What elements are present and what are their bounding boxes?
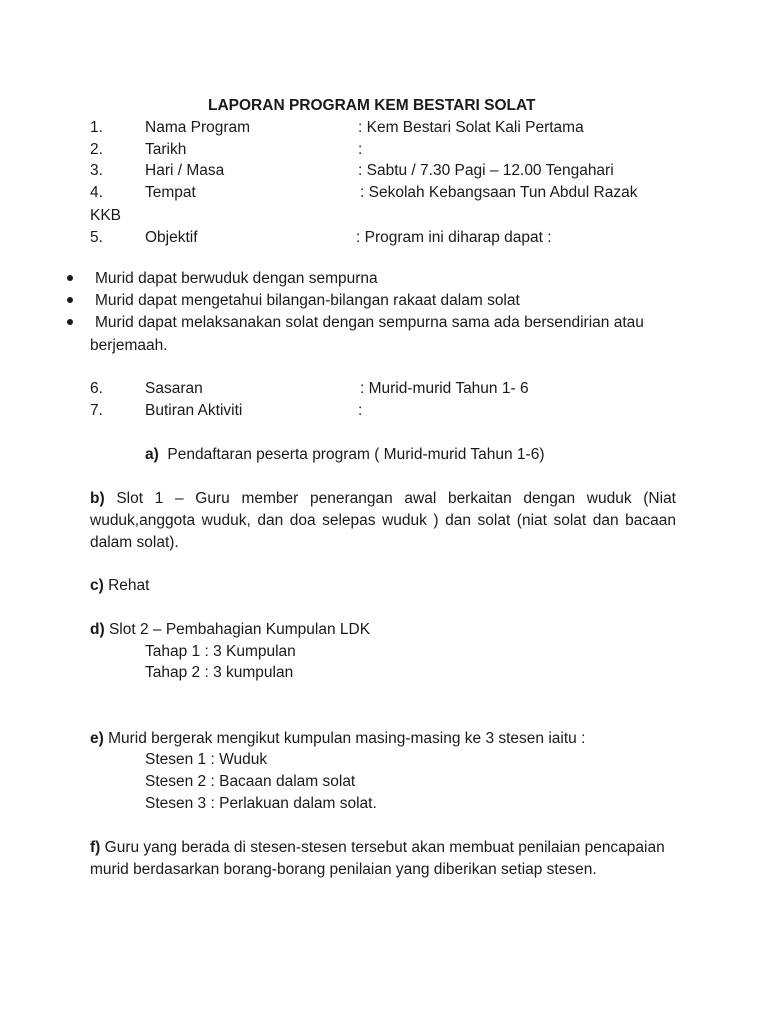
objective-item: Murid dapat mengetahui bilangan-bilangan rakaat dalam solat (95, 292, 520, 309)
item-value-wrap: KKB (90, 207, 122, 224)
bullet-icon (67, 319, 73, 325)
objective-item: Murid dapat melaksanakan solat dengan sempurna sama ada bersendirian atau (95, 314, 644, 331)
activity-c (90, 575, 149, 596)
activity-e (90, 728, 585, 749)
item-value: : Kem Bestari Solat Kali Pertama (358, 119, 584, 136)
activity-text: Slot 2 – Pembahagian Kumpulan LDK (108, 621, 371, 638)
activity-e-sub: Stesen 3 : Perlakuan dalam solat. (145, 795, 377, 812)
activity-marker: f) (90, 839, 101, 856)
activity-marker: c) (90, 577, 104, 594)
activity-text: Slot 1 – Guru member penerangan awal berkaitan dengan wuduk (Niat wuduk,anggota wuduk, dan doa selepas wuduk ) dan solat (niat solat dan bacaan dalam solat). (90, 490, 676, 551)
activity-d (90, 619, 370, 640)
activity-text: Murid bergerak mengikut kumpulan masing-masing ke 3 stesen iaitu : (108, 730, 586, 747)
activity-d-sub: Tahap 2 : 3 kumpulan (145, 664, 294, 681)
activity-d-sub: Tahap 1 : 3 Kumpulan (145, 643, 296, 660)
item-label: Sasaran (145, 380, 203, 397)
item-value: : Sekolah Kebangsaan Tun Abdul Razak (360, 184, 638, 201)
document-title: LAPORAN PROGRAM KEM BESTARI SOLAT (208, 97, 536, 114)
item-label: Hari / Masa (145, 162, 225, 179)
item-label: Objektif (145, 229, 198, 246)
item-value: : (358, 141, 363, 158)
activity-b (90, 488, 676, 554)
objective-item: Murid dapat berwuduk dengan sempurna (95, 270, 378, 287)
item-number: 7. (90, 402, 103, 419)
item-value: : Program ini diharap dapat : (356, 229, 552, 246)
activity-marker: b) (90, 490, 105, 507)
item-value: : (358, 402, 363, 419)
activity-text: Guru yang berada di stesen-stesen tersebut akan membuat penilaian pencapaian murid berdasarkan borang-borang penilaian yang diberikan setiap stesen. (90, 839, 665, 878)
activity-text: Pendaftaran peserta program ( Murid-murid Tahun 1-6) (167, 446, 545, 463)
bullet-icon (67, 297, 73, 303)
objective-item-continued: berjemaah. (90, 337, 168, 354)
activity-a (145, 444, 545, 465)
item-number: 5. (90, 229, 103, 246)
item-label: Tempat (145, 184, 196, 201)
item-number: 2. (90, 141, 103, 158)
bullet-icon (67, 275, 73, 281)
activity-text: Rehat (108, 577, 150, 594)
item-number: 3. (90, 162, 103, 179)
activity-marker: d) (90, 621, 105, 638)
activity-marker: e) (90, 730, 104, 747)
item-number: 6. (90, 380, 103, 397)
item-value: : Murid-murid Tahun 1- 6 (360, 380, 529, 397)
item-label: Tarikh (145, 141, 187, 158)
activity-e-sub: Stesen 2 : Bacaan dalam solat (145, 773, 356, 790)
item-value: : Sabtu / 7.30 Pagi – 12.00 Tengahari (358, 162, 614, 179)
item-label: Nama Program (145, 119, 251, 136)
item-label: Butiran Aktiviti (145, 402, 243, 419)
item-number: 1. (90, 119, 103, 136)
item-number: 4. (90, 184, 103, 201)
activity-e-sub: Stesen 1 : Wuduk (145, 751, 268, 768)
activity-marker: a) (145, 446, 159, 463)
activity-f (90, 837, 676, 881)
